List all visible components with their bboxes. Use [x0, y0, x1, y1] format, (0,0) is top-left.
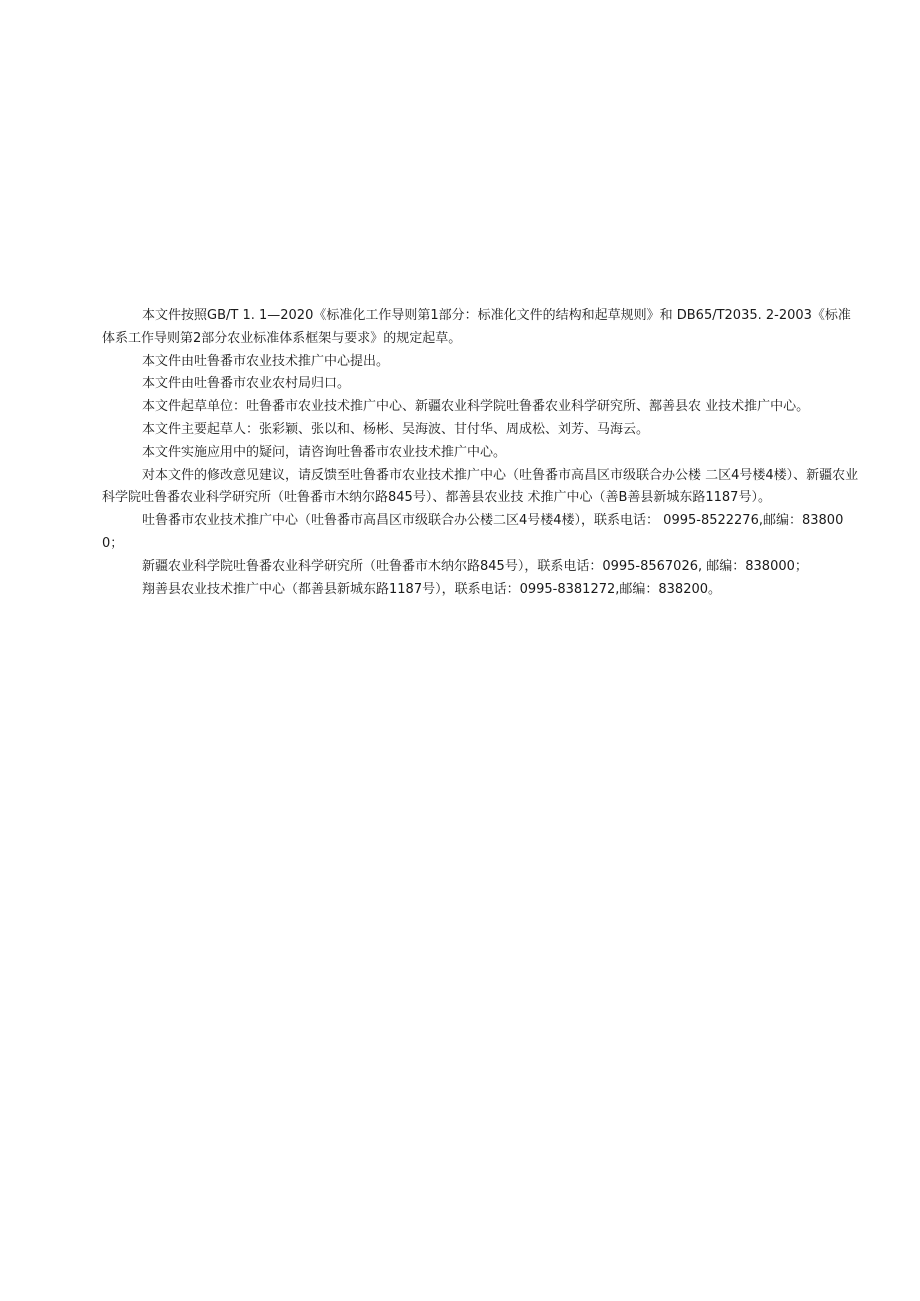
contact-shanshan-center: 翔善县农业技术推广中心（都善县新城东路1187号），联系电话：0995-8381272,邮编：838200。 — [142, 581, 722, 597]
drafting-units-paragraph: 本文件起草单位：吐鲁番市农业技术推广中心、新疆农业科学院吐鲁番农业科学研究所、鄯善县农 业技术推广中心。 — [142, 399, 810, 415]
contact-turpan-center: 吐鲁番市农业技术推广中心（吐鲁番市高昌区市级联合办公楼二区4号楼4楼），联系电话： 0995-8522276,邮编：838000； — [102, 513, 844, 551]
main-drafters-paragraph: 本文件主要起草人：张彩颖、张以和、杨彬、吴海波、甘付华、周成松、刘芳、马海云。 — [142, 421, 650, 437]
drafting-basis-paragraph: 本文件按照GB/T 1. 1—2020《标准化工作导则第1部分：标准化文件的结构和起草规则》和 DB65/T2035. 2-2003《标准体系工作导则第2部分农业标准体系框架与要求》的规定起草。 — [102, 308, 851, 346]
proposer-paragraph: 本文件由吐鲁番市农业技术推广中心提出。 — [142, 353, 390, 369]
foreword-section — [102, 305, 862, 601]
feedback-paragraph: 对本文件的修改意见建议，请反馈至吐鲁番市农业技术推广中心（吐鲁番市高昌区市级联合办公楼 二区4号楼4楼）、新疆农业科学院吐鲁番农业科学研究所（吐鲁番市木纳尔路845号）、都善县农业技 术推广中心（善B善县新城东路1187号）。 — [102, 467, 859, 506]
contact-research-institute: 新疆农业科学院吐鲁番农业科学研究所（吐鲁番市木纳尔路845号），联系电话：0995-8567026, 邮编：838000； — [142, 558, 808, 574]
administrator-paragraph: 本文件由吐鲁番市农业农村局归口。 — [142, 376, 351, 392]
inquiry-paragraph: 本文件实施应用中的疑问，请咨询吐鲁番市农业技术推广中心。 — [142, 444, 507, 460]
